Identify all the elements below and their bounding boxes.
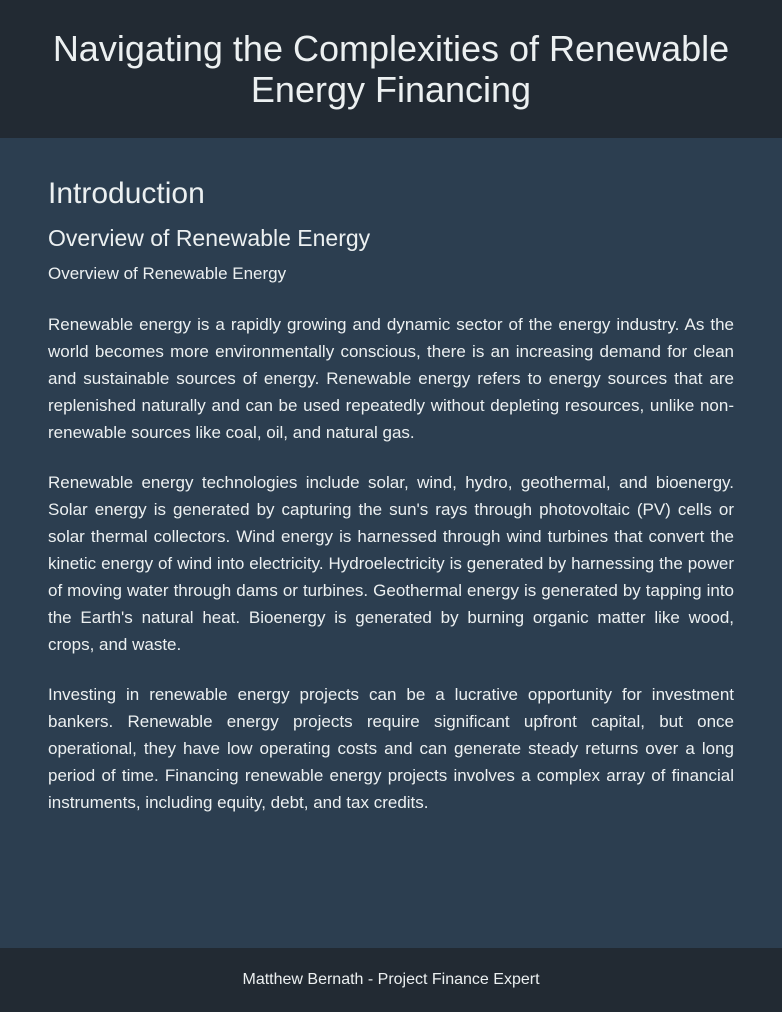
- section-title: Introduction: [48, 177, 205, 210]
- paragraph-2: Renewable energy technologies include solar, wind, hydro, geothermal, and bioenergy. Solar energy is generated by capturing the sun's rays through photovoltaic (PV) cells or solar thermal collectors. Wind energy is harnessed through wind turbines that convert the kinetic energy of wind into electricity. Hydroelectricity is generated by harnessing the power of moving water through dams or turbines. Geothermal energy is generated by tapping into the Earth's natural heat. Bioenergy is generated by burning organic matter like wood, crops, and waste.: [48, 473, 734, 654]
- footer-text: Matthew Bernath - Project Finance Expert: [242, 971, 540, 988]
- paragraph-3: Investing in renewable energy projects can be a lucrative opportunity for investment bankers. Renewable energy projects require significant upfront capital, but once operational, they have low operating costs and can generate steady returns over a long period of time. Financing renewable energy projects involves a complex array of financial instruments, including equity, debt, and tax credits.: [48, 685, 734, 812]
- page-title: Navigating the Complexities of Renewable Energy Financing: [52, 28, 730, 110]
- paragraph-1: Renewable energy is a rapidly growing and dynamic sector of the energy industry. As the world becomes more environmentally conscious, there is an increasing demand for clean and sustainable sources of energy. Renewable energy refers to energy sources that are replenished naturally and can be used repeatedly without depleting resources, unlike non-renewable sources like coal, oil, and natural gas.: [48, 315, 734, 442]
- subsection-title: Overview of Renewable Energy: [48, 225, 371, 251]
- page-header: [0, 0, 782, 138]
- page-footer: [0, 948, 782, 1012]
- subsection-caption: Overview of Renewable Energy: [48, 264, 287, 283]
- main-content: [48, 170, 734, 816]
